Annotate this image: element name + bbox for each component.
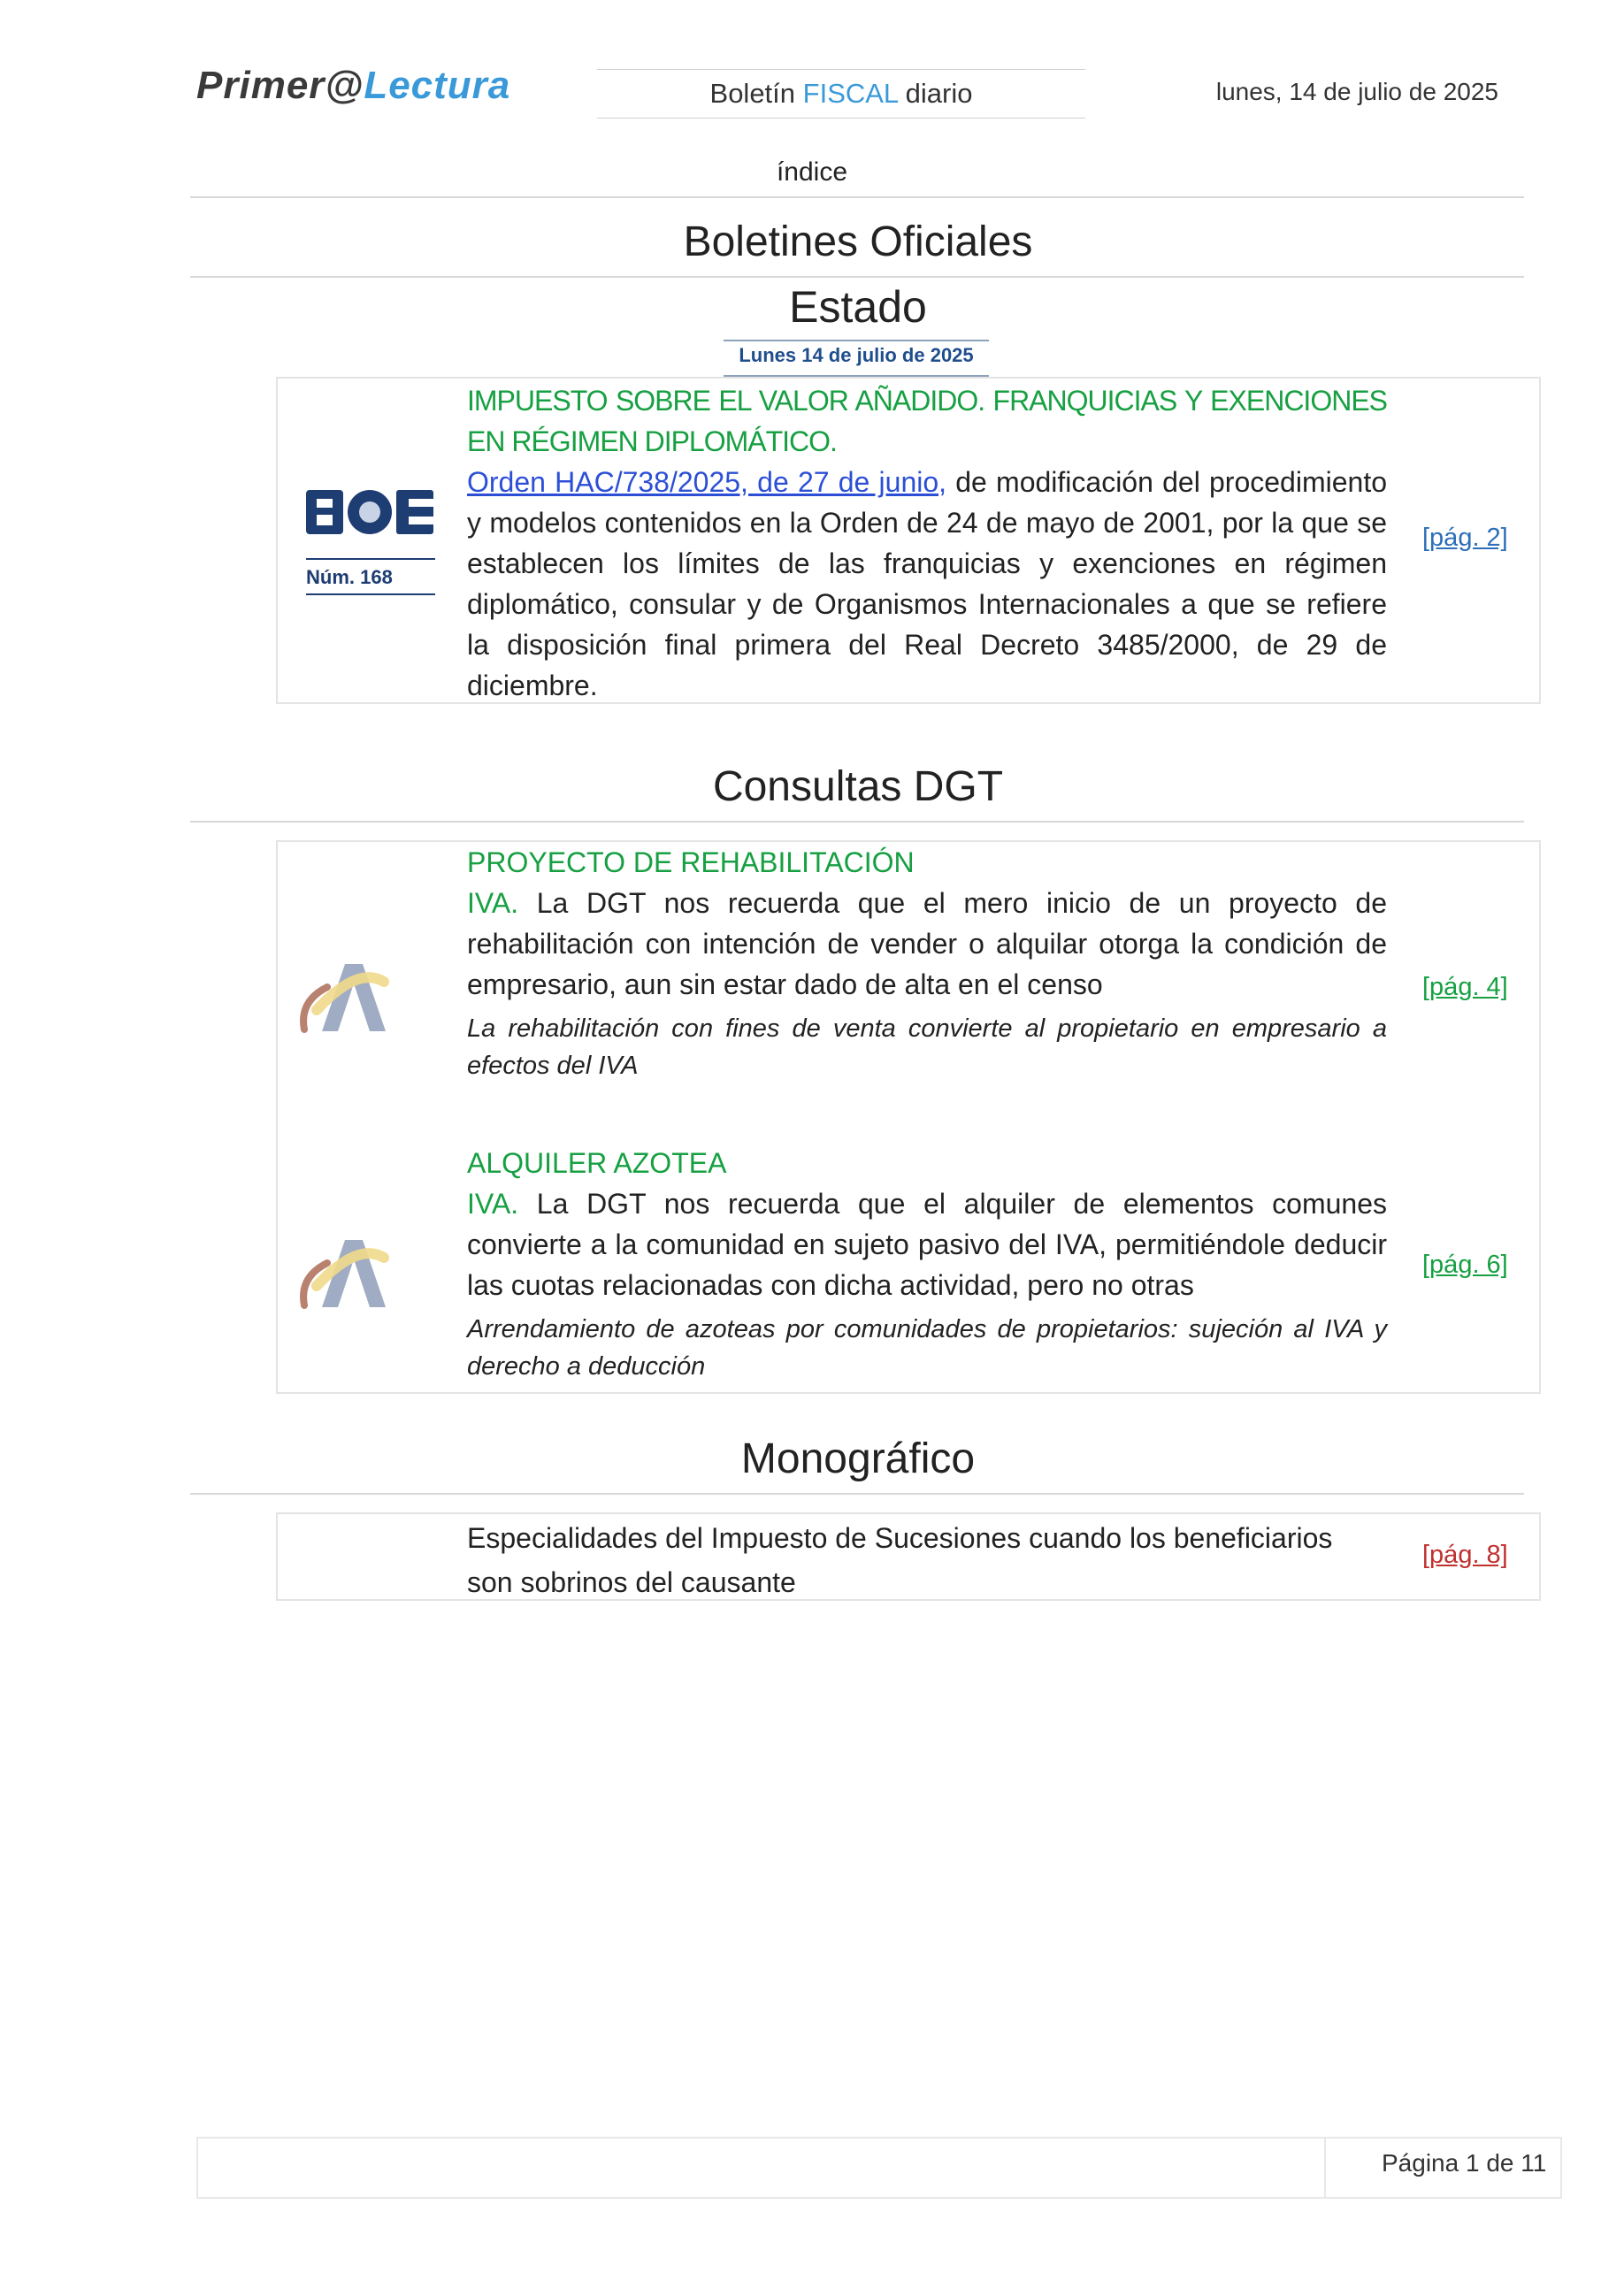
aeat-logo-icon [295,948,393,1033]
dgt-item-2-note: Arrendamiento de azoteas por comunidades de propietarios: sujeción al IVA y derecho a deducción [467,1315,1387,1381]
boe-item-text [467,380,1387,706]
logo-lectura: Lectura [364,64,511,107]
divider [190,276,1524,278]
subsection-title-estado: Estado [789,282,927,332]
divider [190,821,1524,823]
section-title-boletines: Boletines Oficiales [683,218,1033,265]
estado-underline [724,340,989,341]
dgt-item-1-page-link[interactable]: [pág. 4] [1422,973,1508,1001]
boe-headline: IMPUESTO SOBRE EL VALOR AÑADIDO. FRANQUICIAS Y EXENCIONES EN RÉGIMEN DIPLOMÁTICO. [467,385,1387,457]
dgt-item-2-body: La DGT nos recuerda que el alquiler de elementos comunes convierte a la comunidad en sujeto pasivo del IVA, permitiéndole deducir las cuotas relacionadas con dicha actividad, pero no otras [467,1188,1387,1301]
divider [190,1493,1524,1495]
dgt-item-2 [467,1143,1387,1385]
section-title-monografico: Monográfico [740,1435,976,1482]
index-label: índice [776,157,848,187]
logo-primer: Primer@ [196,64,364,107]
bulletin-title-post: diario [898,78,973,109]
mono-item-text: Especialidades del Impuesto de Sucesiones cuando los beneficiarios son sobrinos del causante [467,1522,1333,1598]
dgt-item-2-tax: IVA. [467,1188,519,1220]
dgt-item-2-headline: ALQUILER AZOTEA [467,1147,727,1179]
dgt-item-1-headline: PROYECTO DE REHABILITACIÓN [467,846,915,878]
dgt-item-1-note: La rehabilitación con fines de venta convierte al propietario en empresario a efectos del IVA [467,1014,1387,1080]
boe-number: Núm. 168 [306,566,393,588]
bulletin-title-accent: FISCAL [802,78,899,109]
dgt-item-1 [467,842,1387,1084]
dgt-item-1-description [467,883,1387,1005]
boe-description-text: de modificación del procedimiento y modelos contenidos en la Orden de 24 de mayo de 2001, por la que se establecen los límites de las franquicias y exenciones en régimen diplomático, consular y de Organismos Internacionales a que se refiere la disposición final primera del Real Decreto 3485/2000, de 29 de diciembre. [467,466,1388,701]
boe-page-link[interactable]: [pág. 2] [1422,524,1508,552]
footer-box [196,2137,1562,2199]
footer-separator [1324,2137,1326,2199]
dgt-item-2-page-link[interactable]: [pág. 6] [1422,1251,1508,1279]
dgt-item-2-description [467,1183,1387,1305]
brand-logo [196,64,510,108]
boe-date: Lunes 14 de julio de 2025 [739,344,974,366]
dgt-item-1-body: La DGT nos recuerda que el mero inicio de un proyecto de rehabilitación con intención de vender o alquilar otorga la condición de empresario, aun sin estar dado de alta en el censo [467,887,1387,1000]
header-date: lunes, 14 de julio de 2025 [1215,78,1498,105]
divider [190,196,1524,198]
boe-order-link[interactable]: Orden HAC/738/2025, de 27 de junio, [467,466,947,498]
bulletin-title-pre: Boletín [709,78,803,109]
section-title-consultas: Consultas DGT [712,763,1004,810]
boe-logo [304,486,437,601]
aeat-logo-icon [295,1224,393,1309]
page-number: Página 1 de 11 [1382,2149,1547,2177]
boe-logo-text [304,486,305,487]
bulletin-title [597,69,1085,119]
boe-description [467,462,1387,706]
mono-page-link[interactable]: [pág. 8] [1422,1541,1508,1569]
dgt-item-1-tax: IVA. [467,887,519,919]
